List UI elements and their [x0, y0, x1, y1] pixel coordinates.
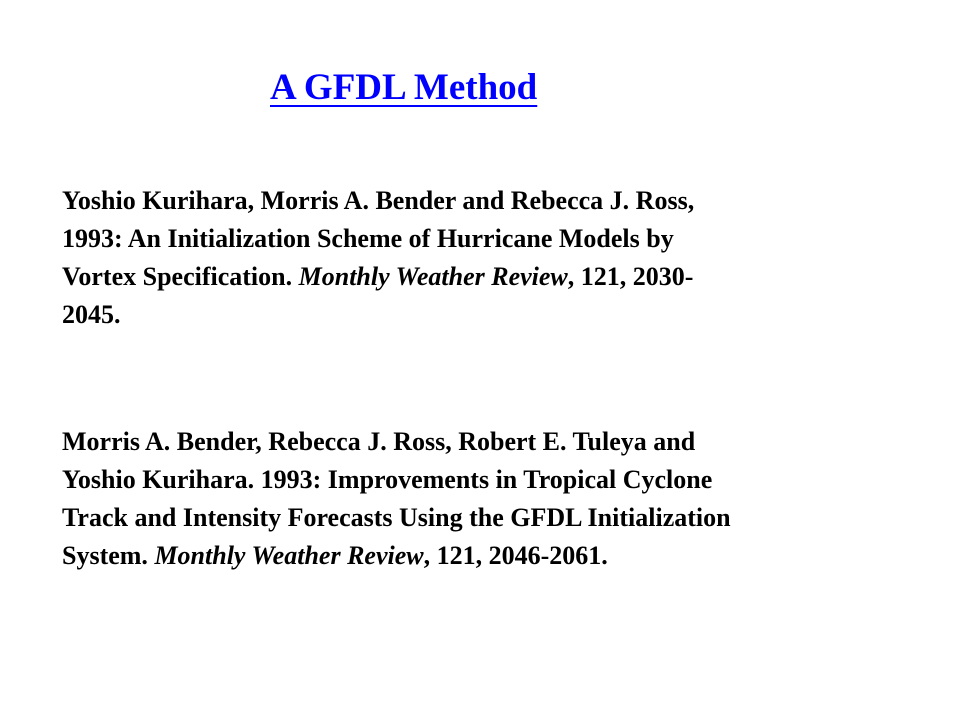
reference-line [62, 258, 892, 296]
reference-text: Yoshio Kurihara. 1993: Improvements in Tropical Cyclone [62, 465, 713, 494]
reference-line [62, 499, 892, 537]
reference-citation-details: , 121, 2046-2061. [423, 541, 608, 570]
reference-line [62, 182, 892, 220]
reference-line [62, 296, 892, 334]
reference-text: Track and Intensity Forecasts Using the GFDL Initialization [62, 503, 731, 532]
reference-text: Morris A. Bender, Rebecca J. Ross, Robert E. Tuleya and [62, 427, 696, 456]
journal-name: Monthly Weather Review [154, 541, 424, 570]
reference-citation-details: , 121, 2030- [567, 262, 694, 291]
reference-text: Yoshio Kurihara, Morris A. Bender and Rebecca J. Ross, [62, 186, 695, 215]
reference-text: 1993: An Initialization Scheme of Hurricane Models by [62, 224, 674, 253]
slide-title-link[interactable]: A GFDL Method [270, 67, 538, 108]
reference-line [62, 423, 892, 461]
reference-text: Vortex Specification. [62, 262, 299, 291]
reference-line [62, 220, 892, 258]
reference-line [62, 461, 892, 499]
reference-text: System. [62, 541, 155, 570]
reference-line [62, 537, 892, 575]
reference-bender-1993 [62, 423, 892, 575]
reference-text: 2045. [62, 300, 121, 329]
reference-kurihara-1993 [62, 182, 892, 334]
journal-name: Monthly Weather Review [298, 262, 568, 291]
